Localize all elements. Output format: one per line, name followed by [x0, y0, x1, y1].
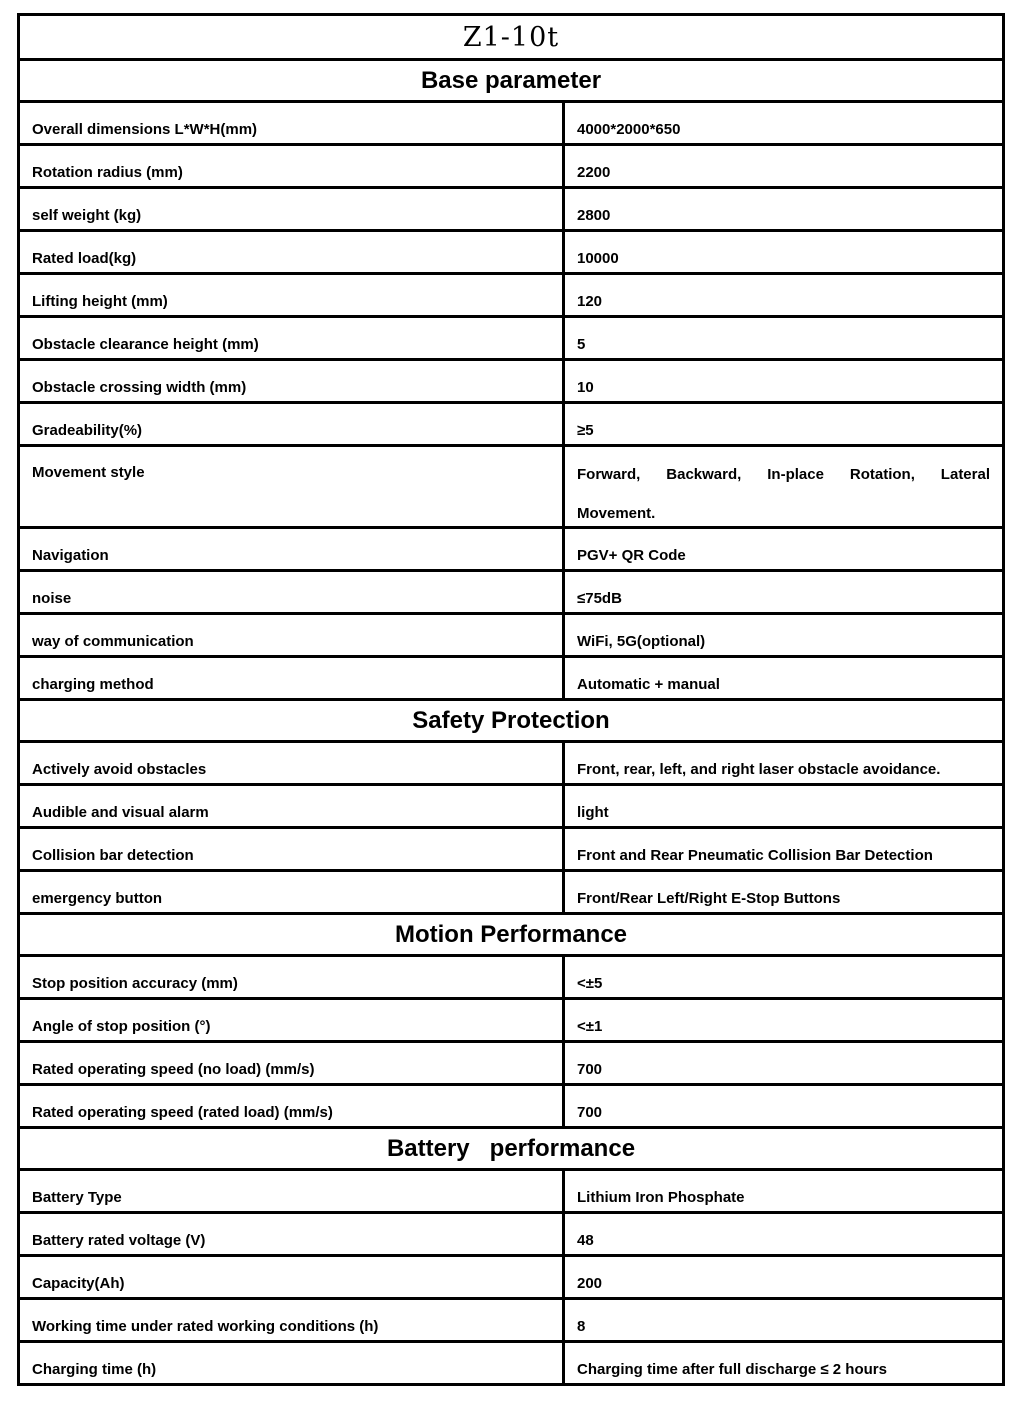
param-value: <±5 [564, 956, 1004, 999]
table-row [19, 614, 1004, 657]
param-label: Movement style [19, 446, 564, 528]
spec-table [17, 13, 1005, 1386]
param-value: Front/Rear Left/Right E-Stop Buttons [564, 871, 1004, 914]
param-label: Collision bar detection [19, 828, 564, 871]
param-value: 4000*2000*650 [564, 102, 1004, 145]
param-value: 120 [564, 274, 1004, 317]
table-row [19, 145, 1004, 188]
param-label: Battery rated voltage (V) [19, 1213, 564, 1256]
section-heading-safety-protection: Safety Protection [19, 700, 1004, 742]
param-value: light [564, 785, 1004, 828]
param-value-line: Forward, Backward, In-place Rotation, Lateral [577, 466, 990, 483]
table-row [19, 657, 1004, 700]
param-value: 700 [564, 1085, 1004, 1128]
param-value: WiFi, 5G(optional) [564, 614, 1004, 657]
section-header-row [19, 914, 1004, 956]
param-value: 200 [564, 1256, 1004, 1299]
table-row [19, 231, 1004, 274]
param-value: 10 [564, 360, 1004, 403]
param-label: Lifting height (mm) [19, 274, 564, 317]
param-value: 48 [564, 1213, 1004, 1256]
param-value: 2200 [564, 145, 1004, 188]
table-row [19, 871, 1004, 914]
param-value [564, 446, 1004, 528]
param-label: Rated operating speed (rated load) (mm/s) [19, 1085, 564, 1128]
param-value: ≥5 [564, 403, 1004, 446]
section-header-row [19, 1128, 1004, 1170]
param-value: PGV+ QR Code [564, 528, 1004, 571]
param-value: 8 [564, 1299, 1004, 1342]
param-label: Battery Type [19, 1170, 564, 1213]
section-header-row [19, 700, 1004, 742]
param-value: 700 [564, 1042, 1004, 1085]
param-value: 10000 [564, 231, 1004, 274]
param-label: Obstacle clearance height (mm) [19, 317, 564, 360]
table-row [19, 188, 1004, 231]
table-row [19, 956, 1004, 999]
table-row [19, 528, 1004, 571]
param-label: Navigation [19, 528, 564, 571]
table-row [19, 274, 1004, 317]
section-header-row [19, 60, 1004, 102]
param-label: Actively avoid obstacles [19, 742, 564, 785]
param-value: Front and Rear Pneumatic Collision Bar Detection [564, 828, 1004, 871]
table-row [19, 1170, 1004, 1213]
table-row [19, 742, 1004, 785]
param-value: Front, rear, left, and right laser obstacle avoidance. [564, 742, 1004, 785]
param-label: Stop position accuracy (mm) [19, 956, 564, 999]
param-label: way of communication [19, 614, 564, 657]
table-row [19, 317, 1004, 360]
title-row [19, 15, 1004, 60]
table-row [19, 1299, 1004, 1342]
param-label: Capacity(Ah) [19, 1256, 564, 1299]
param-value: 5 [564, 317, 1004, 360]
spec-sheet [17, 13, 1002, 1386]
param-label: noise [19, 571, 564, 614]
table-row [19, 785, 1004, 828]
model-title: Z1-10t [19, 15, 1004, 60]
table-row [19, 828, 1004, 871]
param-label: Angle of stop position (°) [19, 999, 564, 1042]
param-label: emergency button [19, 871, 564, 914]
param-label: self weight (kg) [19, 188, 564, 231]
param-value: Lithium Iron Phosphate [564, 1170, 1004, 1213]
param-label: Working time under rated working conditions (h) [19, 1299, 564, 1342]
table-row [19, 446, 1004, 528]
table-row [19, 1085, 1004, 1128]
param-label: charging method [19, 657, 564, 700]
param-value: Automatic + manual [564, 657, 1004, 700]
param-label: Charging time (h) [19, 1342, 564, 1385]
section-heading-battery-performance: Battery performance [19, 1128, 1004, 1170]
param-label: Rated load(kg) [19, 231, 564, 274]
table-row [19, 1256, 1004, 1299]
section-heading-motion-performance: Motion Performance [19, 914, 1004, 956]
table-row [19, 403, 1004, 446]
param-label: Overall dimensions L*W*H(mm) [19, 102, 564, 145]
param-label: Rated operating speed (no load) (mm/s) [19, 1042, 564, 1085]
table-row [19, 571, 1004, 614]
param-value-line: Movement. [577, 505, 656, 522]
param-label: Rotation radius (mm) [19, 145, 564, 188]
table-row [19, 1042, 1004, 1085]
param-label: Obstacle crossing width (mm) [19, 360, 564, 403]
param-value: Charging time after full discharge ≤ 2 hours [564, 1342, 1004, 1385]
param-label: Audible and visual alarm [19, 785, 564, 828]
table-row [19, 999, 1004, 1042]
section-heading-base-parameter: Base parameter [19, 60, 1004, 102]
table-row [19, 360, 1004, 403]
param-value: 2800 [564, 188, 1004, 231]
param-value: ≤75dB [564, 571, 1004, 614]
table-row [19, 1342, 1004, 1385]
table-row [19, 1213, 1004, 1256]
table-row [19, 102, 1004, 145]
param-value: <±1 [564, 999, 1004, 1042]
param-label: Gradeability(%) [19, 403, 564, 446]
